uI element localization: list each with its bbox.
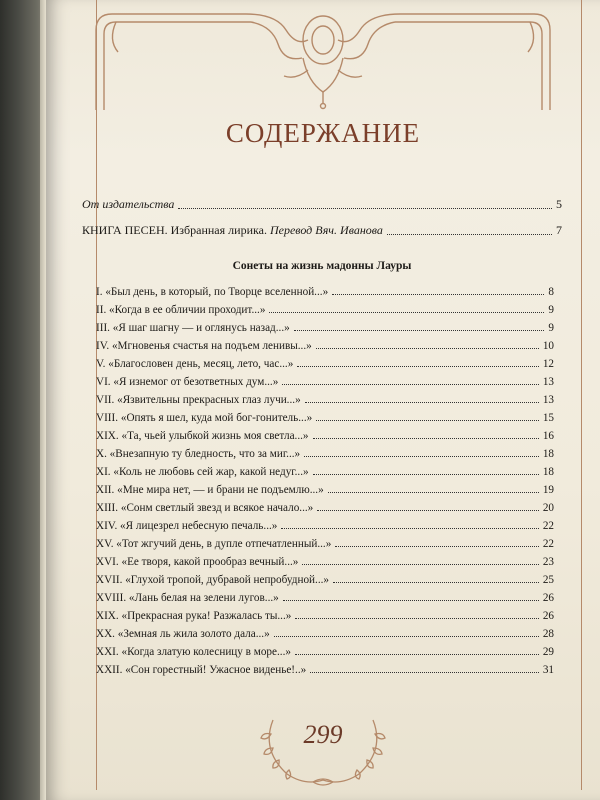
toc-entry-text: XIV. «Я лицезрел небесную печаль...» [96,520,278,532]
leader-dots [295,654,539,655]
toc-entry-page: 22 [542,538,554,550]
toc-entry-page: 13 [542,394,554,406]
toc-entry-text: XV. «Тот жгучий день, в дупле отпечатленный...» [96,538,332,550]
toc-entry-text: XVIII. «Лань белая на зелени лугов...» [96,592,279,604]
toc-entry-page: 20 [542,502,554,514]
toc-entry-text: VI. «Я изнемог от безответных дум...» [96,376,279,388]
toc-entry-page: 22 [542,520,554,532]
toc-entry-page: 5 [556,197,562,211]
toc-entry[interactable] [96,300,554,316]
toc-entry-page: 31 [542,664,554,676]
toc-entry[interactable] [96,390,554,406]
toc-entry-text: XX. «Земная ль жила золото дала...» [96,628,270,640]
toc-entry[interactable] [96,318,554,334]
leader-dots [281,528,538,529]
toc-entry-page: 28 [542,628,554,640]
toc-entry[interactable] [96,624,554,640]
leader-dots [178,208,552,209]
toc-entry-text: X. «Внезапную ту бледность, что за миг...» [96,448,301,460]
toc-entry-text: IV. «Мгновенья счастья на подъем ленивы...» [96,340,312,352]
leader-dots [269,312,544,313]
toc-entry[interactable] [96,336,554,352]
toc-entry-page: 16 [542,430,554,442]
toc-entry-book[interactable] [82,222,562,238]
page-number: 299 [303,720,343,749]
toc-entry-page: 19 [542,484,554,496]
toc-entry[interactable] [96,660,554,676]
leader-dots [304,456,539,457]
toc-entry[interactable] [96,462,554,478]
leader-dots [274,636,539,637]
toc-entry-page: 26 [542,610,554,622]
leader-dots [313,474,539,475]
toc-entry-text: XIII. «Сонм светлый звезд и всякое начало...» [96,502,314,514]
leader-dots [387,234,552,235]
toc-entry[interactable] [96,588,554,604]
toc-entry[interactable] [96,282,554,298]
leader-dots [282,384,539,385]
toc-entry-text: XI. «Коль не любовь сей жар, какой недуг...» [96,466,309,478]
toc-entry-text: VIII. «Опять я шел, куда мой бог-гонитель...» [96,412,313,424]
leader-dots [333,582,539,583]
toc-entry-page: 9 [548,304,554,316]
book-page [46,0,600,800]
toc-entry-publisher[interactable] [82,196,562,212]
toc-entry[interactable] [96,552,554,568]
toc-entry[interactable] [96,498,554,514]
toc-entry-text: XII. «Мне мира нет, — и брани не подъемлю...» [96,484,324,496]
toc-entry-page: 12 [542,358,554,370]
toc-entry-text: III. «Я шаг шагну — и оглянусь назад...» [96,322,290,334]
toc-entry[interactable] [96,408,554,424]
leader-dots [316,420,539,421]
leader-dots [328,492,539,493]
toc-entry-text: V. «Благословен день, месяц, лето, час...» [96,358,294,370]
page-title: СОДЕРЖАНИЕ [225,118,421,148]
toc-entry-page: 26 [542,592,554,604]
leader-dots [310,672,539,673]
toc-entry-page: 15 [542,412,554,424]
toc-entry-text: XXII. «Сон горестный! Ужасное виденье!..» [96,664,307,676]
toc-entry-text: XIX. «Прекрасная рука! Разжалась ты...» [96,610,292,622]
toc-entry[interactable] [96,570,554,586]
toc-entry-text: XXI. «Когда златую колесницу в море...» [96,646,291,658]
toc-entry-page: 10 [542,340,554,352]
leader-dots [297,366,538,367]
toc-entry[interactable] [96,444,554,460]
section-heading: Сонеты на жизнь мадонны Лауры [232,260,412,272]
toc-entry-text: XVI. «Ее творя, какой прообраз вечный...» [96,556,299,568]
leader-dots [332,294,544,295]
leader-dots [305,402,539,403]
toc-entry-page: 23 [542,556,554,568]
toc-entry[interactable] [96,516,554,532]
toc-entry-page: 8 [548,286,554,298]
toc-entry-page: 13 [542,376,554,388]
toc-entry-text: VII. «Язвительны прекрасных глаз лучи...» [96,394,301,406]
toc-entry[interactable] [96,480,554,496]
toc-entry-text: II. «Когда в ее обличии проходит...» [96,304,266,316]
toc-entry[interactable] [96,642,554,658]
toc-entry-page: 18 [542,466,554,478]
adjacent-page-edge [0,0,46,800]
toc-entry-page: 7 [556,223,562,237]
toc-entry-page: 29 [542,646,554,658]
toc-entry[interactable] [96,372,554,388]
leader-dots [302,564,538,565]
toc-entry-text: XIX. «Та, чьей улыбкой жизнь моя светла...» [96,430,309,442]
leader-dots [316,348,539,349]
leader-dots [335,546,539,547]
leader-dots [283,600,539,601]
toc-entry-page: 25 [542,574,554,586]
toc-entry-text [82,223,383,238]
toc-entry[interactable] [96,426,554,442]
leader-dots [317,510,539,511]
toc-entry-text: XVII. «Глухой тропой, дубравой непробудной...» [96,574,330,586]
leader-dots [313,438,539,439]
toc-entry[interactable] [96,534,554,550]
toc-entry[interactable] [96,354,554,370]
toc-entry-text: I. «Был день, в который, по Творце вселенной...» [96,286,329,298]
toc-entry-main: КНИГА ПЕСЕН. Избранная лирика. [82,223,270,237]
toc-entry-page: 18 [542,448,554,460]
toc-entry-page: 9 [548,322,554,334]
toc-entry-text: От издательства [82,197,175,211]
toc-entry[interactable] [96,606,554,622]
leader-dots [294,330,545,331]
toc-entry-translator: Перевод Вяч. Иванова [269,223,383,237]
leader-dots [295,618,538,619]
